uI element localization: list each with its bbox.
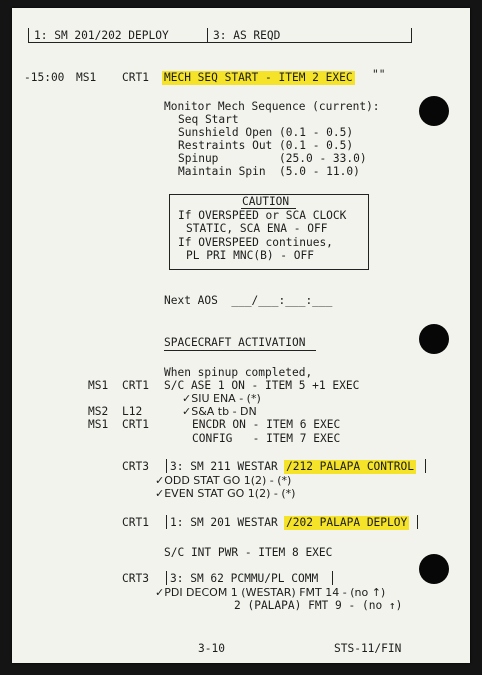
page-number: 3-10 (198, 642, 225, 655)
mech-command: MECH SEQ START - ITEM 2 EXEC (164, 71, 353, 84)
monitor-line: Restraints Out (0.1 - 0.5) (178, 139, 354, 152)
mech-station: CRT1 (122, 71, 149, 84)
caution-line: PL PRI MNC(B) - OFF (186, 249, 314, 262)
checklist-page (12, 8, 470, 663)
crt3b-display: 3: SM 62 PCMMU/PL COMM (170, 572, 319, 585)
monitor-line: Maintain Spin (5.0 - 11.0) (178, 165, 360, 178)
monitor-line: Sunshield Open (0.1 - 0.5) (178, 126, 354, 139)
header-right: 3: AS REQD (213, 29, 281, 42)
section-title: SPACECRAFT ACTIVATION (164, 336, 306, 349)
monitor-title: Monitor Mech Sequence (current): (164, 100, 380, 113)
document-id: STS-11/FIN (334, 642, 402, 655)
crt3b-line: ✓PDI DECOM 1 (WESTAR) FMT 14 - (no ↑) (155, 586, 386, 599)
caution-title: CAUTION (242, 195, 290, 208)
crt3b-station: CRT3 (122, 572, 149, 585)
mech-tick: "" (372, 68, 386, 81)
crt1b-station: CRT1 (122, 516, 149, 529)
binder-hole-top (419, 96, 449, 126)
step-text: ✓SIU ENA - (*) (182, 392, 261, 405)
step-text: ENCDR ON - ITEM 6 EXEC (192, 418, 341, 431)
caution-line: STATIC, SCA ENA - OFF (186, 222, 328, 235)
caution-line: If OVERSPEED or SCA CLOCK (178, 209, 347, 222)
step-text: ✓S&A tb - DN (182, 405, 257, 418)
mech-operator: MS1 (76, 71, 97, 84)
crt1b-display-highlight: /202 PALAPA DEPLOY (286, 516, 408, 529)
caution-line: If OVERSPEED continues, (178, 236, 333, 249)
int-pwr-step: S/C INT PWR - ITEM 8 EXEC (164, 546, 333, 559)
monitor-line: Seq Start (178, 113, 239, 126)
crt3a-station: CRT3 (122, 460, 149, 473)
header-divider (207, 28, 208, 42)
crt3b-line: 2 (PALAPA) FMT 9 - (no ↑) (234, 599, 403, 612)
monitor-line: Spinup (25.0 - 33.0) (178, 152, 367, 165)
crt3a-display-highlight: /212 PALAPA CONTROL (286, 460, 414, 473)
next-aos: Next AOS ___/___:___:___ (164, 294, 333, 307)
step-station: CRT1 (122, 418, 149, 431)
crt1b-display: 1: SM 201 WESTAR (170, 516, 278, 529)
header-left: 1: SM 201/202 DEPLOY (34, 29, 169, 42)
step-operator: MS2 (88, 405, 109, 418)
step-text: CONFIG - ITEM 7 EXEC (192, 432, 341, 445)
binder-hole-middle (419, 324, 449, 354)
step-operator: MS1 (88, 379, 109, 392)
step-text: S/C ASE 1 ON - ITEM 5 +1 EXEC (164, 379, 360, 392)
mech-time: -15:00 (24, 71, 65, 84)
binder-hole-bottom (419, 554, 449, 584)
crt3a-line: ✓ODD STAT GO 1(2) - (*) (155, 474, 292, 487)
step-operator: MS1 (88, 418, 109, 431)
step-station: L12 (122, 405, 143, 418)
crt3a-line: ✓EVEN STAT GO 1(2) - (*) (155, 487, 296, 500)
step-station: CRT1 (122, 379, 149, 392)
section-underline (164, 350, 316, 351)
activation-intro: When spinup completed, (164, 366, 313, 379)
crt3a-display: 3: SM 211 WESTAR (170, 460, 278, 473)
